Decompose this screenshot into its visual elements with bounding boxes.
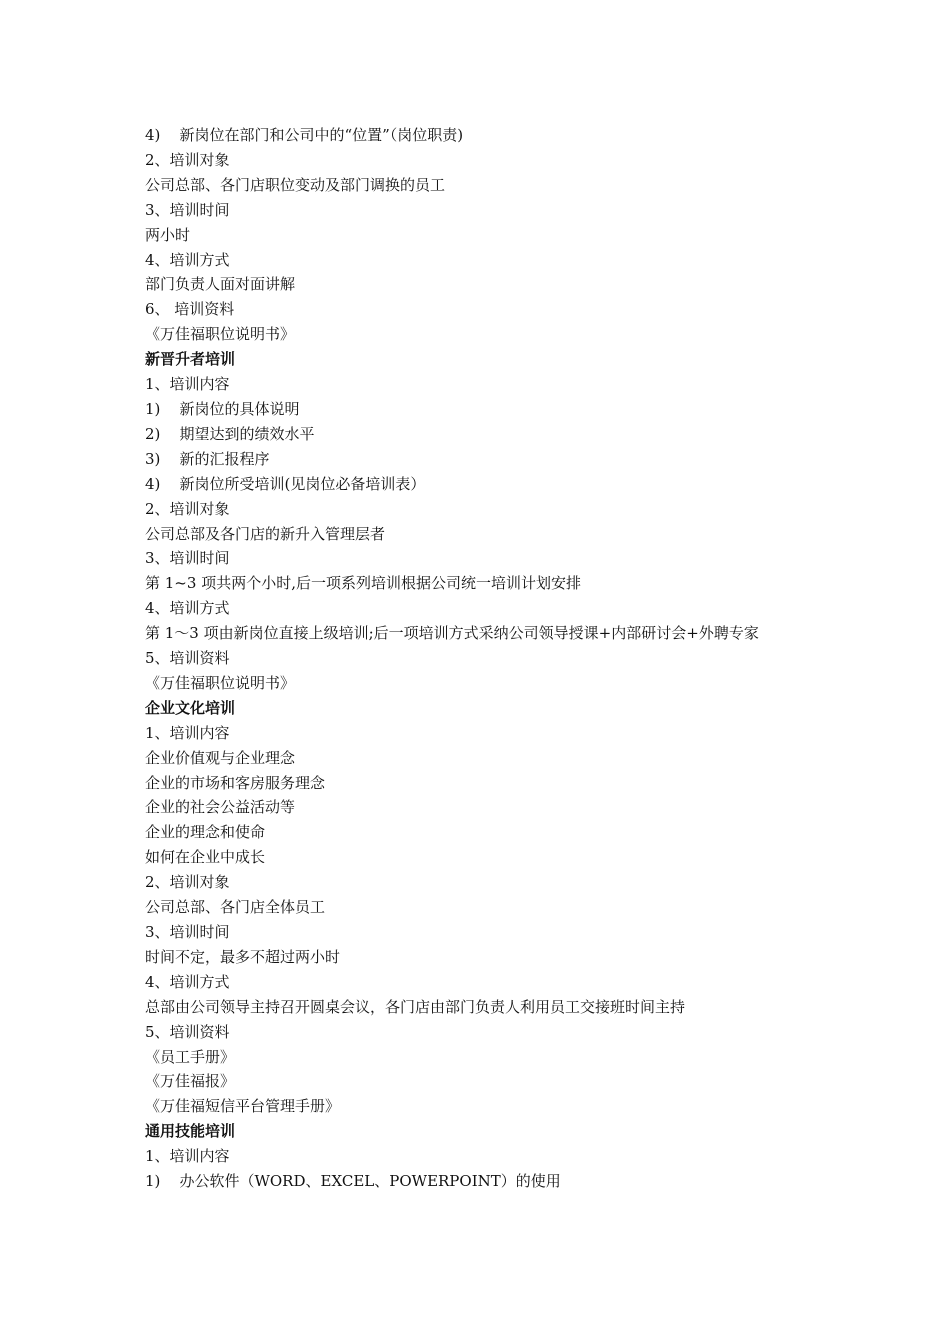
section-heading: 新晋升者培训 [145, 350, 236, 369]
text-line: 总部由公司领导主持召开圆桌会议，各门店由部门负责人利用员工交接班时间主持 [145, 997, 686, 1016]
text-line: 2) 期望达到的绩效水平 [145, 424, 315, 443]
text-line: 3、培训时间 [145, 200, 230, 219]
text-line: 3、培训时间 [145, 923, 230, 941]
text-line: 企业的理念和使命 [145, 823, 266, 842]
text-line: 6、 培训资料 [145, 300, 235, 319]
text-line: 2、培训对象 [145, 150, 230, 169]
text-line: 1、培训内容 [145, 723, 230, 742]
text-line: 公司总部及各门店的新升入管理层者 [145, 524, 386, 543]
text-line: 2、培训对象 [145, 873, 230, 892]
text-line: 时间不定，最多不超过两小时 [145, 947, 341, 966]
text-line: 企业的市场和客房服务理念 [145, 773, 326, 792]
text-line: 企业的社会公益活动等 [145, 798, 296, 817]
text-line: 部门负责人面对面讲解 [145, 275, 296, 294]
text-line: 企业价值观与企业理念 [145, 748, 296, 767]
text-line: 3) 新的汇报程序 [145, 449, 270, 468]
text-line: 《万佳福职位说明书》 [145, 673, 296, 692]
text-line: 4) 新岗位所受培训(见岗位必备培训表） [145, 474, 426, 493]
text-line: 4) 新岗位在部门和公司中的“位置”（岗位职责) [145, 126, 464, 144]
text-line: 5、培训资料 [145, 649, 230, 668]
text-line: 1、培训内容 [145, 375, 230, 394]
text-line: 第 1～3 项由新岗位直接上级培训;后一项培训方式采纳公司领导授课+内部研讨会+外聘专家 [145, 624, 759, 643]
text-line: 《万佳福职位说明书》 [145, 325, 296, 344]
text-line: 4、培训方式 [145, 250, 230, 269]
text-line: 第 1~3 项共两个小时,后一项系列培训根据公司统一培训计划安排 [145, 574, 581, 593]
text-line: 公司总部、各门店职位变动及部门调换的员工 [145, 175, 446, 194]
text-line: 如何在企业中成长 [145, 848, 266, 867]
text-line: 两小时 [145, 225, 191, 244]
text-line: 4、培训方式 [145, 972, 230, 991]
text-line: 3、培训时间 [145, 549, 230, 568]
text-line: 《员工手册》 [145, 1047, 236, 1066]
text-line: 1) 办公软件（WORD、EXCEL、POWERPOINT）的使用 [145, 1172, 561, 1191]
text-line: 公司总部、各门店全体员工 [145, 898, 326, 917]
text-line: 1) 新岗位的具体说明 [145, 399, 300, 418]
text-line: 1、培训内容 [145, 1147, 230, 1166]
text-line: 5、培训资料 [145, 1022, 230, 1041]
section-heading: 通用技能培训 [145, 1122, 236, 1141]
document-page [145, 123, 825, 1194]
text-line: 4、培训方式 [145, 599, 230, 618]
section-heading: 企业文化培训 [145, 698, 236, 717]
text-line: 《万佳福短信平台管理手册》 [145, 1097, 341, 1116]
text-line: 《万佳福报》 [145, 1072, 236, 1091]
text-line: 2、培训对象 [145, 499, 230, 518]
